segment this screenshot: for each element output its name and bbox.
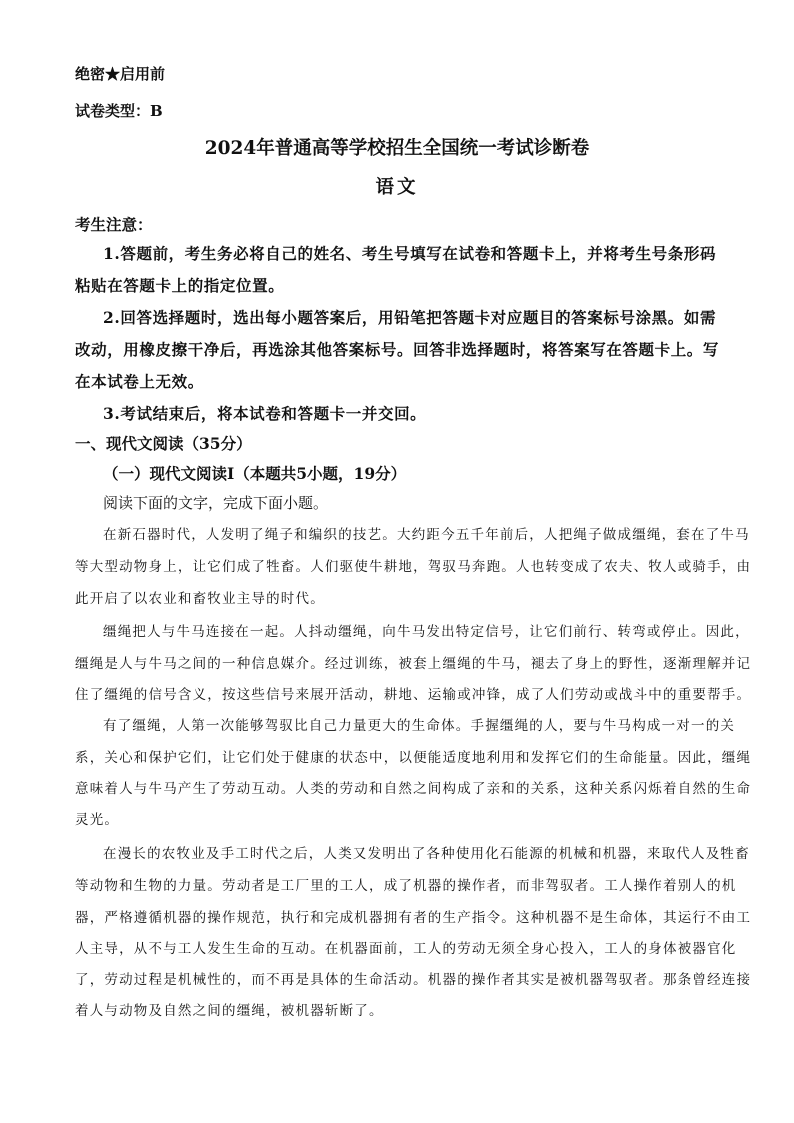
passage-line: 器，严格遵循机器的操作规范，执行和完成机器拥有者的生产指令。这种机器不是生命体，其运行不由工: [75, 910, 752, 926]
section-subheading: （一）现代文阅读Ⅰ（本题共5小题，19分）: [103, 464, 407, 483]
passage-line: 意味着人与牛马产生了劳动互动。人类的劳动和自然之间构成了亲和的关系，这种关系闪烁着自然的生命: [75, 781, 752, 797]
passage-line: 人主导，从不与工人发生生命的互动。在机器面前，工人的劳动无须全身心投入，工人的身体被器官化: [75, 941, 737, 957]
passage-line: 等大型动物身上，让它们成了牲畜。人们驱使牛耕地，驾驭马奔跑。人也转变成了农夫、牧人或骑手，由: [75, 559, 752, 575]
notice-line: 在本试卷上无效。: [75, 372, 204, 391]
passage-line: 缰绳把人与牛马连接在一起。人抖动缰绳，向牛马发出特定信号，让它们前行、转弯或停止。因此，: [103, 624, 750, 640]
passage-line: 住了缰绳的信号含义，按这些信号来展开活动，耕地、运输或冲锋，成了人们劳动或战斗中的重要帮手。: [75, 687, 752, 703]
notice-line: 2.回答选择题时，选出每小题答案后，用铅笔把答题卡对应题目的答案标号涂黑。如需: [103, 308, 717, 327]
section-heading: 一、现代文阅读（35分）: [75, 434, 252, 453]
notice-line: 改动，用橡皮擦干净后，再选涂其他答案标号。回答非选择题时，将答案写在答题卡上。写: [75, 340, 720, 359]
passage-line: 在漫长的农牧业及手工时代之后，人类又发明出了各种使用化石能源的机械和机器，来取代人及牲畜: [103, 846, 750, 862]
passage-line: 灵光。: [75, 812, 120, 828]
notice-line: 3.考试结束后，将本试卷和答题卡一并交回。: [103, 404, 427, 423]
paper-type-label: 试卷类型：B: [75, 102, 163, 120]
passage-line: 有了缰绳，人第一次能够驾驭比自己力量更大的生命体。手握缰绳的人，要与牛马构成一对一的关: [103, 718, 736, 734]
passage-line: 缰绳是人与牛马之间的一种信息媒介。经过训练，被套上缰绳的牛马，褪去了身上的野性，逐渐理解并记: [75, 656, 752, 672]
passage-line: 了，劳动过程是机械性的，而不再是具体的生命活动。机器的操作者其实是被机器驾驭者。那条曾经连接: [75, 972, 752, 988]
passage-line: 系，关心和保护它们，让它们处于健康的状态中，以便能适度地利用和发挥它们的生命能量。因此，缰绳: [75, 750, 752, 766]
passage-line: 此开启了以农业和畜牧业主导的时代。: [75, 591, 325, 607]
exam-title: 2024年普通高等学校招生全国统一考试诊断卷: [204, 138, 590, 159]
passage-line: 等动物和生物的力量。劳动者是工厂里的工人，成了机器的操作者，而非驾驭者。工人操作着别人的机: [75, 878, 737, 894]
confidential-label: 绝密★启用前: [75, 65, 166, 83]
notice-line: 1.答题前，考生务必将自己的姓名、考生号填写在试卷和答题卡上，并将考生号条形码: [103, 244, 717, 263]
passage-line: 在新石器时代，人发明了绳子和编织的技艺。大约距今五千年前后，人把绳子做成缰绳，套在了牛马: [103, 527, 750, 543]
passage-line: 着人与动物及自然之间的缰绳，被机器斩断了。: [75, 1003, 384, 1019]
notice-heading: 考生注意：: [75, 215, 153, 234]
reading-instruction: 阅读下面的文字，完成下面小题。: [103, 494, 329, 512]
notice-line: 粘贴在答题卡上的指定位置。: [75, 276, 285, 295]
subject-title: 语文: [375, 177, 419, 198]
